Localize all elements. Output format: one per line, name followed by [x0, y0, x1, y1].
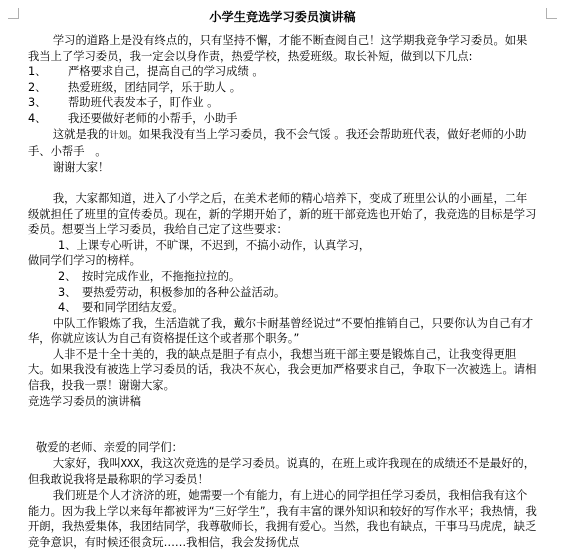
- section2-paragraph: 人非不是十全十美的，我的缺点是胆子有点小，我想当班干部主要是锻炼自己，让我变得更胆大。如果我没有被选上学习委员的话，我决不灰心，我会更加严格要求自己，争取下一次被选上。请相信我，投我一票！谢谢大家。: [28, 347, 537, 393]
- spacer: [28, 409, 537, 440]
- paragraph-text: 大家好，我叫: [52, 456, 121, 470]
- section-heading: 竞选学习委员的演讲稿: [28, 394, 141, 408]
- list-item: [28, 269, 537, 285]
- list-item-number: 1、: [28, 65, 47, 79]
- thanks-line: 谢谢大家！: [52, 160, 110, 174]
- list-item: [28, 111, 537, 127]
- list-item-number: 2、: [58, 269, 77, 283]
- list-item-text: 要热爱劳动，积极参加的各种公益活动。: [82, 285, 286, 299]
- list-item-text: 要和同学团结友爱。: [82, 301, 184, 315]
- section2-paragraph: 我，大家都知道，进入了小学之后，在美术老师的精心培养下，变成了班里公认的小画星，二年级就担任了班里的宣传委员。现在，新的学期开始了，新的班干部竞选也开始了，我竞选的目标是学习委员。想要当上学习委员，我给自己定了这些要求：: [28, 191, 537, 237]
- list-item-text: 1、上课专心听讲，不旷课，不迟到，不搞小动作，认真学习，: [58, 238, 371, 252]
- list-item-number: 3、: [28, 96, 47, 110]
- list-item-number: 4、: [58, 301, 77, 315]
- list-item: [28, 285, 537, 301]
- paragraph-text: 计划: [109, 130, 128, 141]
- list-item: [28, 238, 537, 254]
- list-item: [28, 95, 537, 111]
- list-item-number: 2、: [28, 80, 47, 94]
- list-item-text: 严格要求自己，提高自己的学习成绩 。: [68, 65, 264, 79]
- paragraph-text: 这就是我的: [52, 127, 110, 141]
- section3-paragraph: 我们班是个人才济济的班，她需要一个有能力，有上进心的同学担任学习委员，我相信我有这个能力。因为我上学以来每年都被评为“三好学生”，我有丰富的课外知识和较好的写作水平；我热情，我开朗，我热爱集体，我团结同学，我尊敬师长，我拥有爱心。当然，我也有缺点，干事马马虎虎，缺乏竞争意识，有时候还很贪玩……我相信，我会发扬优点: [28, 489, 537, 549]
- list-item: [28, 300, 537, 316]
- section1-intro: 学习的道路上是没有终点的，只有坚持不懈，才能不断查阅自己！这学期我竞争学习委员。如果我当上了学习委员，我一定会以身作责，热爱学校，热爱班级。取长补短，做到以下几点:: [28, 34, 528, 63]
- section1-paragraph: [28, 127, 537, 160]
- list-item-number: 3、: [58, 285, 77, 299]
- greeting-line: 敬爱的老师、亲爱的同学们：: [36, 441, 183, 455]
- list-item: [28, 80, 537, 96]
- section2-paragraph: 中队工作锻炼了我，生活造就了我，戴尔卡耐基曾经说过“不要怕推销自己，只要你认为自己有才华，你就应该认为自己有资格提任这个或者那个职务。”: [28, 316, 534, 346]
- list-item-number: 4、: [28, 111, 47, 125]
- spacer: [28, 175, 537, 191]
- section3-paragraph: [28, 456, 537, 488]
- paragraph-text: XXX: [120, 457, 140, 470]
- document-title: 小学生竞选学习委员演讲稿: [209, 10, 356, 24]
- list-item-text: 按时完成作业，不拖拖拉拉的。: [82, 269, 241, 283]
- paragraph-text: 。如果我没有当上学习委员，我不会气馁 。我还会帮助班代表，做好老师的小助手、小帮手: [28, 127, 527, 159]
- paragraph-text: ，我这次竞选的是学习委员。说真的，在班上或许我现在的成绩还不是最好的，但我敢说我将是最称职的学习委员！: [28, 456, 536, 487]
- list-item-text: 帮助班代表发本子，盯作业 。: [68, 96, 219, 110]
- list-item-text: 我还要做好老师的小帮手，小助手: [68, 111, 238, 125]
- list-item-text: 热爱班级，团结同学，乐于助人 。: [68, 80, 242, 94]
- list-item: [28, 64, 537, 80]
- paragraph-text: 。: [95, 145, 107, 159]
- list-item-continuation: 做同学们学习的榜样。: [28, 254, 141, 268]
